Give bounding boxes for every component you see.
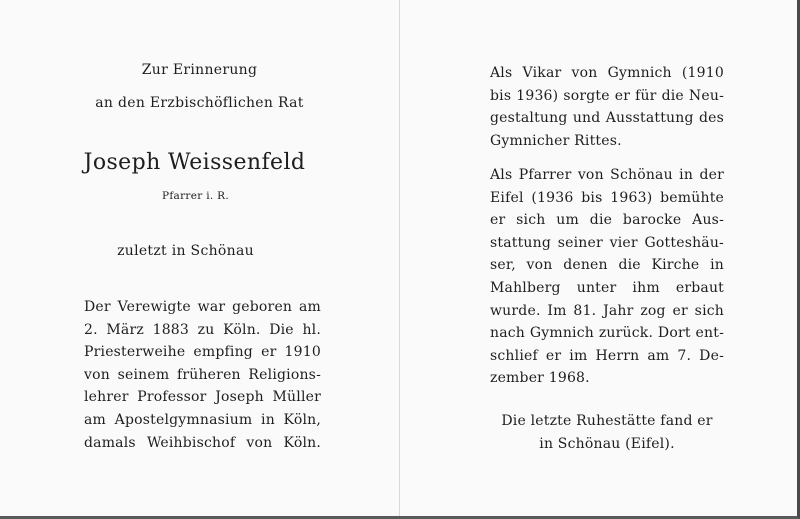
text-line: gestaltung und Ausstattung des xyxy=(490,110,724,127)
text-line: lehrer Professor Joseph Müller xyxy=(84,389,321,406)
biography-paragraph xyxy=(84,296,321,454)
place-line: zuletzt in Schönau xyxy=(117,243,254,259)
deceased-name: Joseph Weissenfeld xyxy=(83,150,306,175)
text-line: Gymnicher Rittes. xyxy=(490,132,622,149)
burial-paragraph xyxy=(490,410,724,455)
text-line: Mahlberg unter ihm erbaut xyxy=(490,279,724,296)
text-line: bis 1936) sorgte er für die Neu- xyxy=(490,87,724,104)
text-line: Priesterweihe empfing er 1910 xyxy=(84,344,321,361)
text-line: wurde. Im 81. Jahr zog er sich xyxy=(490,302,724,319)
vikar-paragraph xyxy=(490,62,724,152)
text-line: stattung seiner vier Gotteshäu- xyxy=(490,234,724,251)
text-line: schlief er im Herrn am 7. De- xyxy=(490,347,724,364)
center-fold xyxy=(399,0,400,516)
text-line: nach Gymnich zurück. Dort ent- xyxy=(490,325,724,342)
text-line: damals Weihbischof von Köln. xyxy=(84,434,321,451)
text-line: 2. März 1883 zu Köln. Die hl. xyxy=(84,321,321,338)
text-line: ser, von denen die Kirche in xyxy=(490,257,724,274)
text-line: von seinem früheren Religions- xyxy=(84,366,321,383)
rank-line: Pfarrer i. R. xyxy=(162,190,229,202)
text-line: am Apostelgymnasium in Köln, xyxy=(84,411,321,428)
text-line: Der Verewigte war geboren am xyxy=(84,299,321,315)
title-line: an den Erzbischöflichen Rat xyxy=(95,95,304,111)
pfarrer-paragraph xyxy=(490,164,724,390)
text-line: zember 1968. xyxy=(490,370,590,387)
text-line: Die letzte Ruhestätte fand er xyxy=(501,413,713,429)
text-line: Als Vikar von Gymnich (1910 xyxy=(490,65,724,81)
text-line: Als Pfarrer von Schönau in der xyxy=(490,167,724,183)
text-line: er sich um die barocke Aus- xyxy=(490,212,724,229)
memorial-heading: Zur Erinnerung xyxy=(141,62,258,78)
text-line: Eifel (1936 bis 1963) bemühte xyxy=(490,189,724,206)
text-line: in Schönau (Eifel). xyxy=(539,435,675,452)
